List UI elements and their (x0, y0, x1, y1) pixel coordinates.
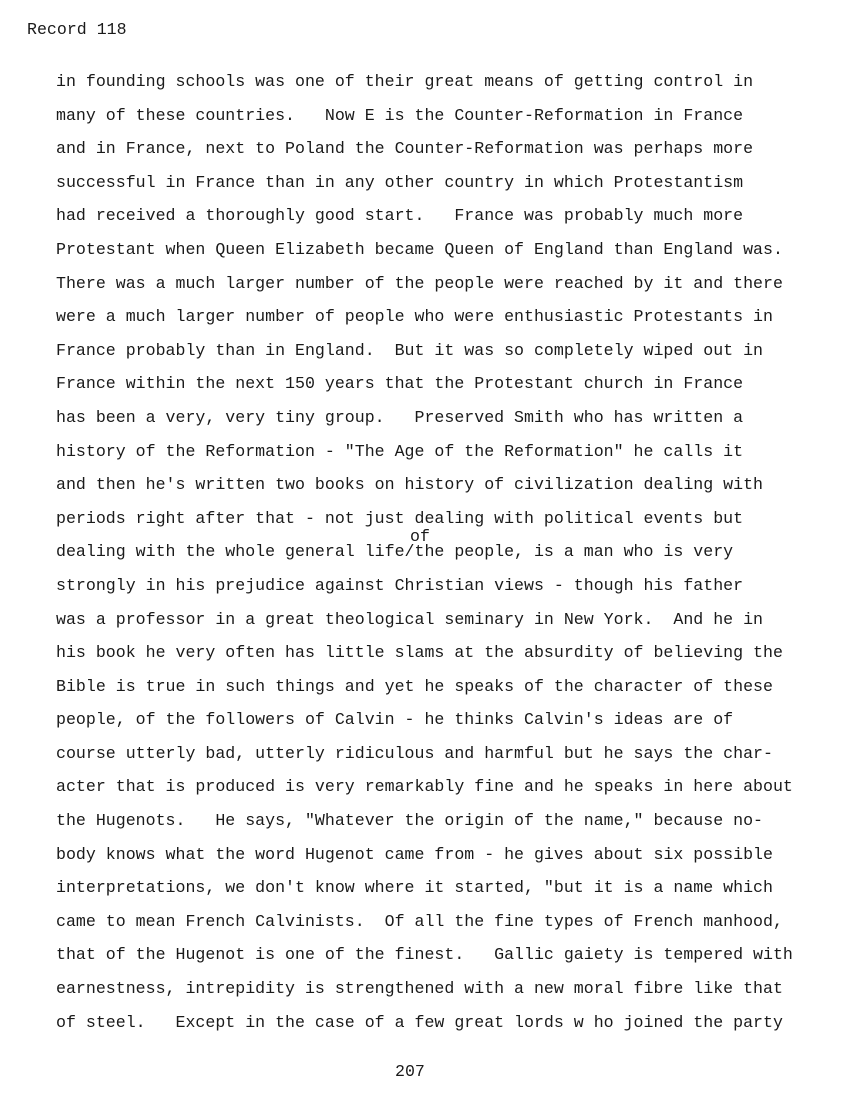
text-line: of steel. Except in the case of a few great lords w ho joined the party (56, 1012, 783, 1032)
text-line: acter that is produced is very remarkably fine and he speaks in here about (56, 777, 793, 797)
text-line: the Hugenots. He says, "Whatever the origin of the name," because no- (56, 811, 764, 831)
text-line: interpretations, we don't know where it started, "but it is a name which (56, 878, 773, 898)
text-line: France probably than in England. But it was so completely wiped out in (56, 340, 764, 360)
text-line: came to mean French Calvinists. Of all the fine types of French manhood, (56, 911, 783, 931)
text-line: were a much larger number of people who were enthusiastic Protestants in (56, 307, 773, 327)
text-line: had received a thoroughly good start. France was probably much more (56, 206, 744, 226)
text-line: periods right after that - not just dealing with political events but (56, 508, 744, 528)
text-line: France within the next 150 years that the Protestant church in France (56, 374, 744, 394)
page-number: 207 (395, 1062, 425, 1081)
text-line: has been a very, very tiny group. Preserved Smith who has written a (56, 407, 744, 427)
text-line: earnestness, intrepidity is strengthened with a new moral fibre like that (56, 979, 783, 999)
text-line: successful in France than in any other country in which Protestantism (56, 172, 744, 192)
text-line: and then he's written two books on history of civilization dealing with (56, 475, 764, 495)
text-line: was a professor in a great theological seminary in New York. And he in (56, 609, 764, 629)
text-line: many of these countries. Now E is the Counter-Reformation in France (56, 105, 744, 125)
text-line: in founding schools was one of their great means of getting control in (56, 72, 754, 91)
record-header: Record 118 (27, 20, 127, 39)
text-line: that of the Hugenot is one of the finest. Gallic gaiety is tempered with (56, 945, 793, 965)
body-text (56, 74, 793, 1048)
handwritten-insert: of (410, 527, 430, 546)
text-line: Bible is true in such things and yet he speaks of the character of these (56, 676, 773, 696)
text-line: history of the Reformation - "The Age of the Reformation" he calls it (56, 441, 744, 461)
text-line: and in France, next to Poland the Counter-Reformation was perhaps more (56, 139, 754, 159)
text-line: strongly in his prejudice against Christian views - though his father (56, 575, 744, 595)
text-line: people, of the followers of Calvin - he thinks Calvin's ideas are of (56, 710, 734, 730)
text-line: dealing with the whole general life/the people, is a man who is very (56, 542, 734, 562)
text-line: his book he very often has little slams at the absurdity of believing the (56, 643, 783, 663)
text-line: body knows what the word Hugenot came from - he gives about six possible (56, 844, 773, 864)
text-line: Protestant when Queen Elizabeth became Queen of England than England was. (56, 239, 783, 259)
text-line: course utterly bad, utterly ridiculous and harmful but he says the char- (56, 743, 773, 763)
text-line: There was a much larger number of the people were reached by it and there (56, 273, 783, 293)
